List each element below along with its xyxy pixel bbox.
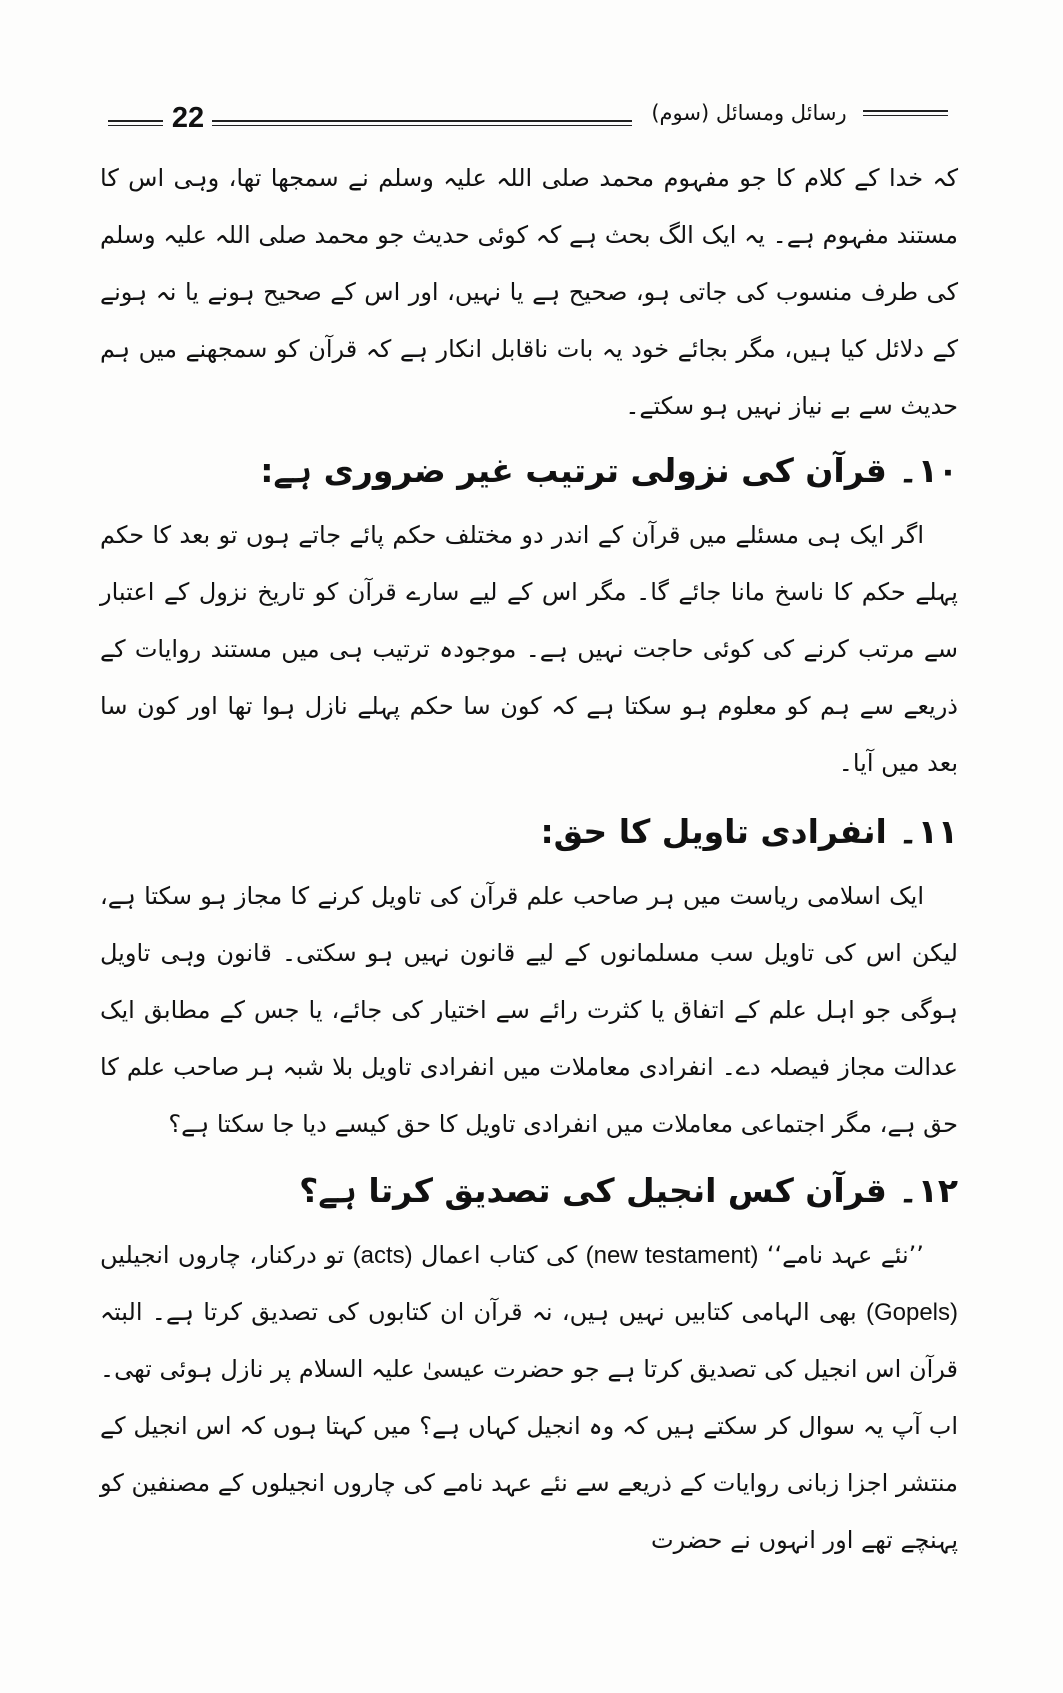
text-section-12-body: بھی الہامی کتابیں نہیں ہیں، نہ قرآن ان کتابوں کی تصدیق کرتا ہے۔ البتہ قرآن اس انجیل کی تصدیق کرتا ہے جو حضرت عیسیٰ علیہ السلام پر نازل ہوئی تھی۔ اب آپ یہ سوال کر سکتے ہیں کہ وہ انجیل کہاں ہے؟ میں کہتا ہوں کہ اس انجیل کے منتشر اجزا زبانی روایات کے ذریعے سے نئے عہد نامے کی چاروں انجیلوں کے مصنفین کو پہنچے تھے اور انہوں نے حضرت: [100, 1298, 958, 1554]
english-term-new-testament: (new testament): [585, 1242, 759, 1269]
header-rule-right: [863, 110, 948, 116]
header-rule-left: [108, 120, 163, 126]
page-number: 22: [171, 102, 205, 134]
text-four-gospels: تو درکنار، چاروں انجیلیں: [100, 1241, 345, 1269]
running-title: رسائل ومسائل (سوم): [651, 101, 847, 125]
paragraph-section-12: [100, 1227, 958, 1569]
paragraph-intro: کہ خدا کے کلام کا جو مفہوم محمد صلی اللہ علیہ وسلم نے سمجھا تھا، وہی اس کا مستند مفہوم ہے۔ یہ ایک الگ بحث ہے کہ کوئی حدیث جو محمد صلی اللہ علیہ وسلم کی طرف منسوب کی جاتی ہو، صحیح ہے یا نہیں، اور اس کے صحیح ہونے یا نہ ہونے کے دلائل کیا ہیں، مگر بجائے خود یہ بات ناقابل انکار ہے کہ قرآن کو سمجھنے میں ہم حدیث سے بے نیاز نہیں ہو سکتے۔: [100, 164, 958, 420]
page-header: [108, 98, 948, 138]
heading-section-10: ۱۰۔ قرآن کی نزولی ترتیب غیر ضروری ہے:: [260, 451, 958, 490]
heading-section-11: ۱۱۔ انفرادی تاویل کا حق:: [540, 812, 958, 851]
paragraph-section-10: اگر ایک ہی مسئلے میں قرآن کے اندر دو مختلف حکم پائے جاتے ہوں تو بعد کا حکم پہلے حکم کا ناسخ مانا جائے گا۔ مگر اس کے لیے سارے قرآن کو تاریخ نزول کے اعتبار سے مرتب کرنے کی کوئی حاجت نہیں ہے۔ موجودہ ترتیب ہی میں مستند روایات کے ذریعے سے ہم کو معلوم ہو سکتا ہے کہ کون سا حکم پہلے نازل ہوا تھا اور کون سا بعد میں آیا۔: [100, 521, 958, 777]
page-body: [100, 150, 958, 1569]
quote-new-testament-urdu: ’’نئے عہد نامے‘‘: [766, 1241, 924, 1269]
heading-section-12: ۱۲۔ قرآن کس انجیل کی تصدیق کرتا ہے؟: [299, 1171, 958, 1210]
english-term-acts: (acts): [352, 1242, 413, 1269]
english-term-gospels: (Gopels): [865, 1299, 958, 1326]
paragraph-section-11: ایک اسلامی ریاست میں ہر صاحب علم قرآن کی تاویل کرنے کا مجاز ہو سکتا ہے، لیکن اس کی تاویل سب مسلمانوں کے لیے قانون نہیں ہو سکتی۔ قانون وہی تاویل ہوگی جو اہل علم کے اتفاق یا کثرت رائے سے اختیار کی جائے، یا جس کے مطابق ایک عدالت مجاز فیصلہ دے۔ انفرادی معاملات میں انفرادی تاویل بلا شبہ ہر صاحب علم کا حق ہے، مگر اجتماعی معاملات میں انفرادی تاویل کا حق کیسے دیا جا سکتا ہے؟: [100, 882, 958, 1138]
header-rule-middle: [212, 120, 632, 126]
text-book-of-acts: کی کتاب اعمال: [420, 1241, 578, 1269]
